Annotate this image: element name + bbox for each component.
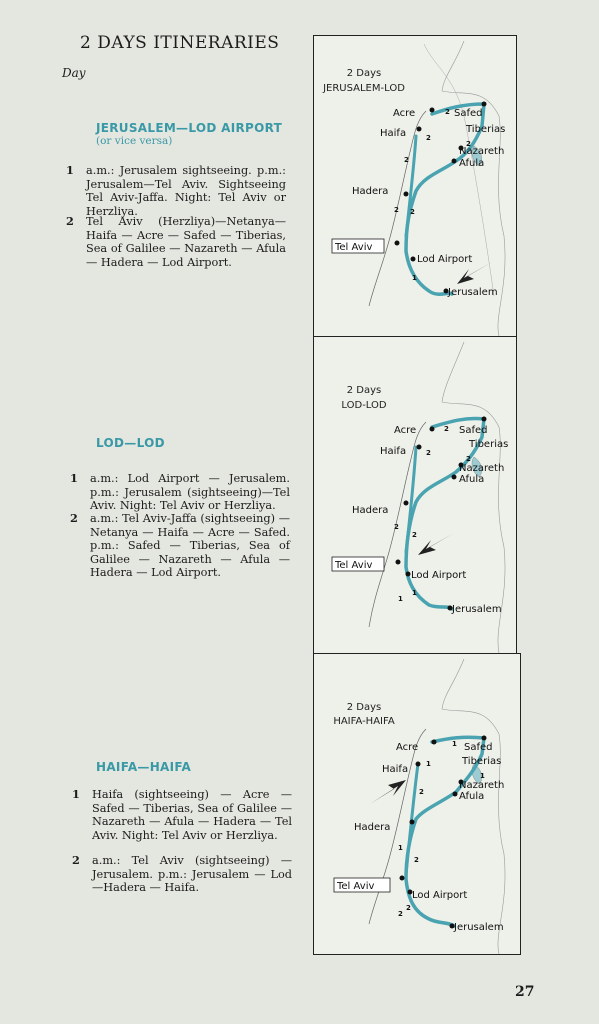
day-description: a.m.: Jerusalem sightseeing. p.m.: Jerusalem—Tel Aviv. Sightseeing Tel Aviv-Jaffa. Night: Tel Aviv or Herzliya.: [86, 164, 286, 218]
map-title-line-2: LOD-LOD: [341, 400, 387, 411]
route-day-label: 2: [394, 206, 399, 214]
route-day-label: 1: [398, 844, 403, 852]
page-number: 27: [515, 984, 535, 1000]
route-day-label: 2: [419, 788, 424, 796]
day-description: a.m.: Lod Airport — Jerusalem. p.m.: Jerusalem (sightseeing)—Tel Aviv. Night: Tel Aviv or Herzliya.: [90, 472, 290, 512]
city-label-jerusalem: Jerusalem: [452, 604, 502, 615]
day-description: Tel Aviv (Herzliya)—Netanya—Haifa — Acre — Safed — Tiberias, Sea of Galilee — Nazareth — Afula — Hadera — Lod Airport.: [86, 215, 286, 269]
city-label-afula: Afula: [459, 158, 485, 169]
route-day-label: 1: [452, 740, 457, 748]
day-number: 1: [72, 787, 80, 801]
route-day-label: 1: [398, 595, 403, 603]
route-day-label: 1: [426, 760, 431, 768]
city-label-hadera: Hadera: [352, 186, 389, 197]
city-label-tiberias: Tiberias: [462, 756, 502, 767]
safed-marker: [482, 736, 487, 741]
section-title-haifa-haifa: HAIFA—HAIFA: [96, 760, 192, 774]
acre-marker: [430, 427, 435, 432]
tel-aviv-marker: [396, 560, 401, 565]
afula-marker: [452, 475, 457, 480]
acre-marker: [430, 108, 435, 113]
city-label-acre: Acre: [394, 425, 417, 436]
city-label-haifa: Haifa: [380, 446, 407, 457]
city-label-jerusalem: Jerusalem: [454, 922, 504, 933]
route-day-label: 2: [444, 425, 449, 433]
section-title-jerusalem-lod: JERUSALEM—LOD AIRPORT: [96, 121, 283, 135]
route-day-label: 2: [426, 134, 431, 142]
lod-airport-marker: [411, 257, 416, 262]
tel-aviv-marker: [395, 241, 400, 246]
hadera-marker: [404, 192, 409, 197]
city-label-haifa: Haifa: [382, 764, 409, 775]
map-title-line-2: HAIFA-HAIFA: [333, 716, 395, 727]
city-label-jerusalem: Jerusalem: [448, 287, 498, 298]
route-day-label: 2: [445, 108, 450, 116]
haifa-marker: [417, 127, 422, 132]
day-description: a.m.: Tel Aviv-Jaffa (sightseeing) — Netanya — Haifa — Acre — Safed. p.m.: Safed — Tiberias, Sea of Galilee — Nazareth — Afula — Hadera — Lod Airport.: [90, 512, 290, 579]
safed-marker: [482, 102, 487, 107]
hadera-marker: [404, 501, 409, 506]
day-number: 1: [70, 471, 78, 485]
section-title-lod-lod: LOD—LOD: [96, 436, 165, 450]
day-number: 2: [66, 214, 74, 228]
tel-aviv-marker: [400, 876, 405, 881]
city-label-nazareth: Nazareth: [459, 146, 505, 157]
lod-airport-marker: [406, 572, 411, 577]
route-day-label: 2: [426, 449, 431, 457]
route-day-label: 2: [406, 904, 411, 912]
city-label-safed: Safed: [454, 108, 483, 119]
day-number: 2: [70, 511, 78, 525]
city-label-lod-airport: Lod Airport: [417, 254, 473, 265]
city-label-acre: Acre: [393, 108, 416, 119]
route-day-label: 1: [480, 772, 485, 780]
route-map-haifa-haifa: [313, 653, 521, 955]
route-map-jerusalem-lod: [313, 35, 517, 337]
route-day-label: 2: [398, 910, 403, 918]
city-label-afula: Afula: [459, 791, 485, 802]
city-label-tiberias: Tiberias: [466, 124, 506, 135]
route-day-label: 2: [466, 140, 471, 148]
city-label-nazareth: Nazareth: [459, 463, 505, 474]
map-title-line-2: JERUSALEM-LOD: [323, 83, 405, 94]
afula-marker: [452, 159, 457, 164]
city-label-hadera: Hadera: [352, 505, 389, 516]
city-label-afula: Afula: [459, 474, 485, 485]
day-column-label: Day: [62, 66, 86, 80]
city-label-hadera: Hadera: [354, 822, 391, 833]
route-day-label: 1: [412, 274, 417, 282]
city-label-haifa: Haifa: [380, 128, 407, 139]
route-day-label: 1: [412, 589, 417, 597]
route-map-lod-lod: [313, 336, 517, 654]
city-label-tel-aviv: Tel Aviv: [337, 881, 375, 892]
afula-marker: [453, 792, 458, 797]
route-day-label: 2: [412, 531, 417, 539]
route-day-label: 2: [404, 156, 409, 164]
day-number: 1: [66, 163, 74, 177]
route-day-label: 2: [414, 856, 419, 864]
city-label-safed: Safed: [459, 425, 488, 436]
route-day-label: 2: [410, 208, 415, 216]
route-day-label: 2: [466, 455, 471, 463]
arrow-icon: [418, 533, 454, 555]
city-label-lod-airport: Lod Airport: [411, 570, 467, 581]
haifa-marker: [416, 762, 421, 767]
haifa-marker: [417, 445, 422, 450]
map-title-line-1: 2 Days: [346, 385, 382, 396]
arrow-icon: [457, 262, 492, 284]
route-day-label: 2: [394, 523, 399, 531]
city-label-safed: Safed: [464, 742, 493, 753]
city-label-tel-aviv: Tel Aviv: [335, 560, 373, 571]
arrow-icon: [370, 780, 406, 804]
map-title-line-1: 2 Days: [346, 68, 382, 79]
section-subtitle: (or vice versa): [96, 135, 173, 147]
page-title: 2 DAYS ITINERARIES: [80, 33, 280, 53]
day-description: Haifa (sightseeing) — Acre — Safed — Tiberias, Sea of Galilee — Nazareth — Afula — Hadera — Tel Aviv. Night: Tel Aviv or Herzliya.: [92, 788, 292, 842]
day-description: a.m.: Tel Aviv (sightseeing) — Jerusalem. p.m.: Jerusalem — Lod—Hadera — Haifa.: [92, 854, 292, 894]
city-label-tel-aviv: Tel Aviv: [335, 242, 373, 253]
acre-marker: [432, 740, 437, 745]
city-label-lod-airport: Lod Airport: [412, 890, 468, 901]
day-number: 2: [72, 853, 80, 867]
map-title-line-1: 2 Days: [346, 702, 382, 713]
city-label-tiberias: Tiberias: [469, 439, 509, 450]
safed-marker: [482, 417, 487, 422]
city-label-nazareth: Nazareth: [459, 780, 505, 791]
hadera-marker: [410, 820, 415, 825]
city-label-acre: Acre: [396, 742, 419, 753]
